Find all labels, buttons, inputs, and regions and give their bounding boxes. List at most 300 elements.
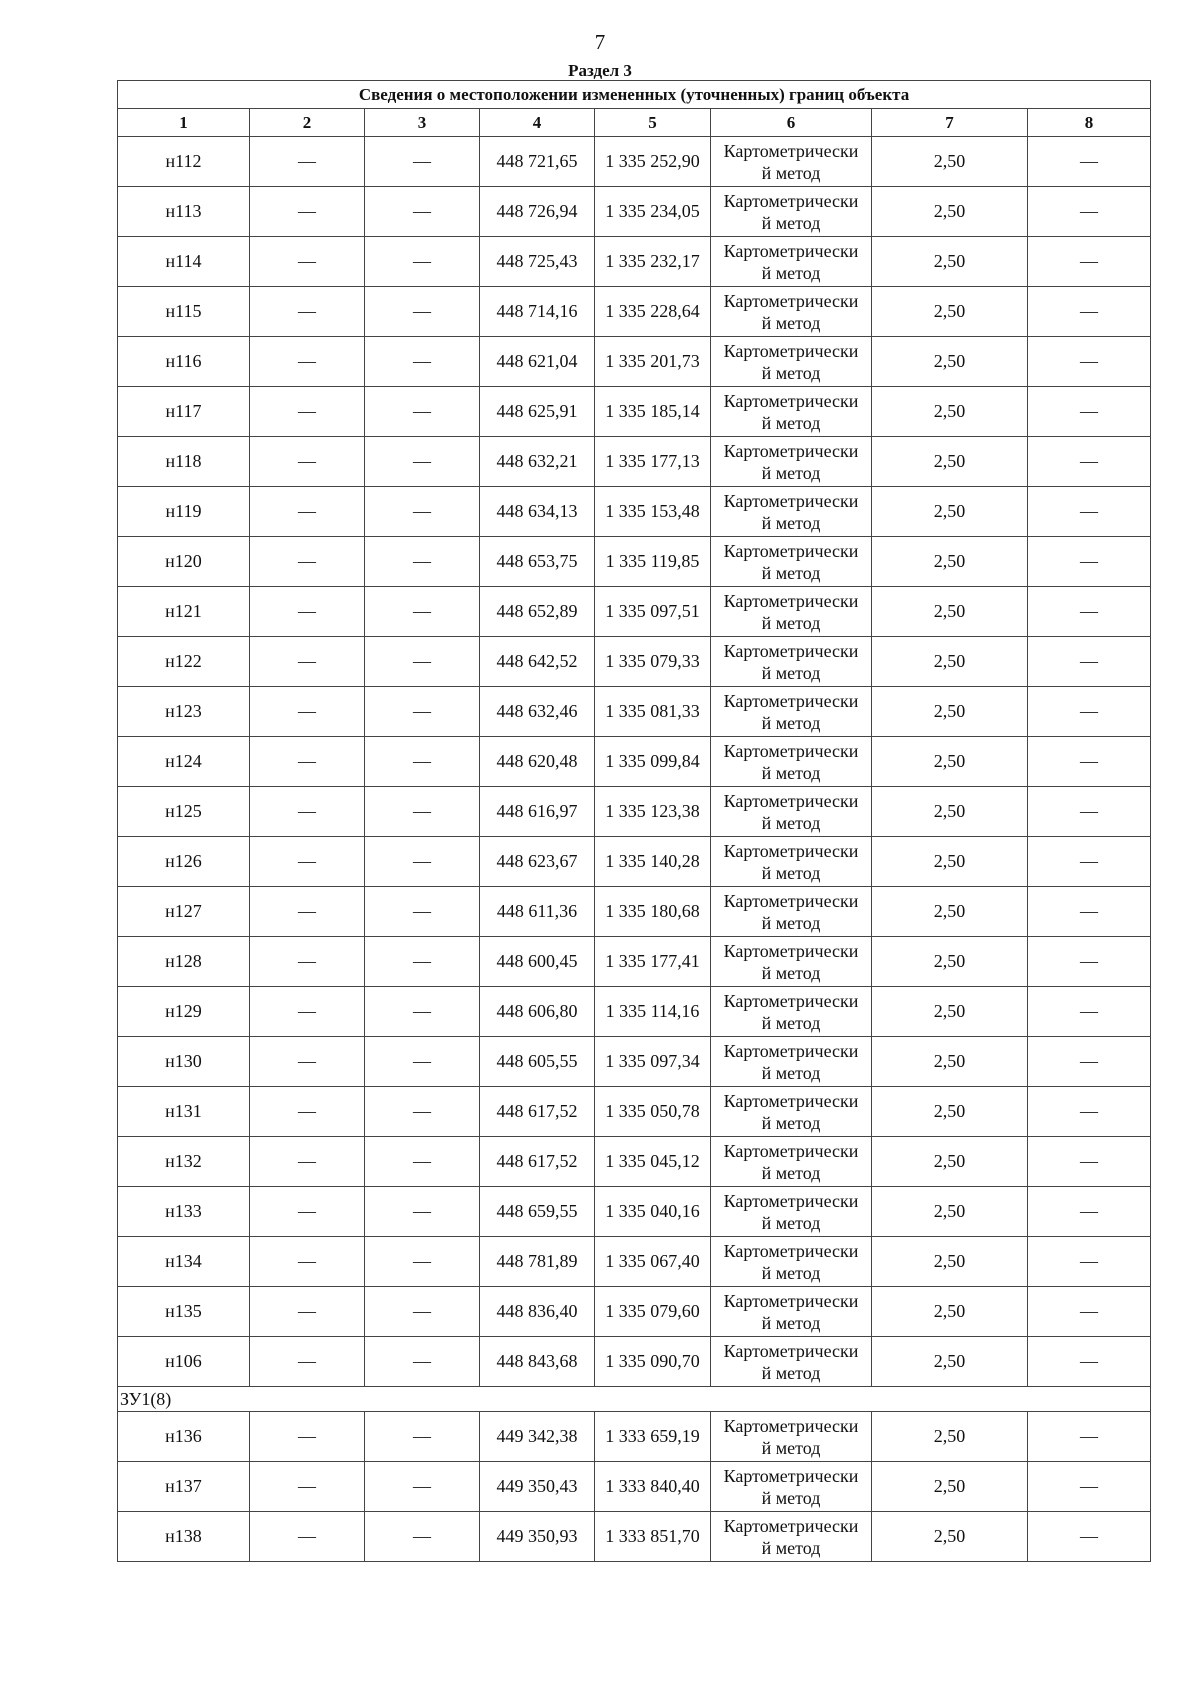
- col3-cell: —: [365, 987, 480, 1037]
- x-coordinate-cell: 449 350,93: [480, 1512, 595, 1562]
- col2-cell: —: [250, 387, 365, 437]
- y-coordinate-cell: 1 335 079,33: [595, 637, 711, 687]
- table-row: [118, 1512, 1151, 1562]
- y-coordinate-cell: 1 335 090,70: [595, 1337, 711, 1387]
- col2-cell: —: [250, 437, 365, 487]
- accuracy-cell: 2,50: [872, 1237, 1028, 1287]
- col8-cell: —: [1028, 787, 1151, 837]
- x-coordinate-cell: 448 726,94: [480, 187, 595, 237]
- method-text-line1: Картометрически: [723, 1515, 859, 1536]
- col3-cell: —: [365, 1187, 480, 1237]
- accuracy-cell: 2,50: [872, 437, 1028, 487]
- method-text-line1: Картометрически: [723, 940, 859, 961]
- col2-cell: —: [250, 1287, 365, 1337]
- col2-cell: —: [250, 587, 365, 637]
- col2-cell: —: [250, 287, 365, 337]
- y-coordinate-cell: 1 335 252,90: [595, 137, 711, 187]
- method-cell: [711, 1412, 872, 1462]
- col3-cell: —: [365, 687, 480, 737]
- table-row: [118, 137, 1151, 187]
- table-row: [118, 487, 1151, 537]
- x-coordinate-cell: 449 342,38: [480, 1412, 595, 1462]
- y-coordinate-cell: 1 335 234,05: [595, 187, 711, 237]
- table-row: [118, 987, 1151, 1037]
- point-id-cell: н125: [118, 787, 250, 837]
- method-text-line1: Картометрически: [723, 190, 859, 211]
- point-id-cell: н126: [118, 837, 250, 887]
- y-coordinate-cell: 1 335 140,28: [595, 837, 711, 887]
- method-text-line1: Картометрически: [723, 1140, 859, 1161]
- y-coordinate-cell: 1 335 097,51: [595, 587, 711, 637]
- col2-cell: —: [250, 1412, 365, 1462]
- col2-cell: —: [250, 1187, 365, 1237]
- col3-cell: —: [365, 1037, 480, 1087]
- table-row: [118, 637, 1151, 687]
- y-coordinate-cell: 1 335 045,12: [595, 1137, 711, 1187]
- x-coordinate-cell: 448 721,65: [480, 137, 595, 187]
- point-id-cell: н135: [118, 1287, 250, 1337]
- x-coordinate-cell: 448 600,45: [480, 937, 595, 987]
- accuracy-cell: 2,50: [872, 237, 1028, 287]
- x-coordinate-cell: 448 652,89: [480, 587, 595, 637]
- col8-cell: —: [1028, 1287, 1151, 1337]
- accuracy-cell: 2,50: [872, 187, 1028, 237]
- table-row: [118, 1037, 1151, 1087]
- method-cell: [711, 537, 872, 587]
- table-row: [118, 1237, 1151, 1287]
- col8-cell: —: [1028, 387, 1151, 437]
- x-coordinate-cell: 448 617,52: [480, 1137, 595, 1187]
- col3-cell: —: [365, 437, 480, 487]
- method-cell: [711, 187, 872, 237]
- method-cell: [711, 1187, 872, 1237]
- method-text-line1: Картометрически: [723, 140, 859, 161]
- method-text-line1: Картометрически: [723, 1465, 859, 1486]
- method-text-line2: й метод: [761, 1262, 821, 1283]
- column-header: 1: [118, 109, 250, 137]
- col2-cell: —: [250, 837, 365, 887]
- col2-cell: —: [250, 987, 365, 1037]
- method-cell: [711, 1337, 872, 1387]
- method-text-line2: й метод: [761, 1062, 821, 1083]
- col8-cell: —: [1028, 437, 1151, 487]
- y-coordinate-cell: 1 335 201,73: [595, 337, 711, 387]
- method-cell: [711, 1462, 872, 1512]
- x-coordinate-cell: 448 843,68: [480, 1337, 595, 1387]
- col8-cell: —: [1028, 1137, 1151, 1187]
- col2-cell: —: [250, 1462, 365, 1512]
- y-coordinate-cell: 1 335 119,85: [595, 537, 711, 587]
- table-row: [118, 687, 1151, 737]
- x-coordinate-cell: 448 611,36: [480, 887, 595, 937]
- col3-cell: —: [365, 887, 480, 937]
- x-coordinate-cell: 448 836,40: [480, 1287, 595, 1337]
- method-cell: [711, 387, 872, 437]
- column-header: 6: [711, 109, 872, 137]
- table-row: [118, 1337, 1151, 1387]
- y-coordinate-cell: 1 335 153,48: [595, 487, 711, 537]
- method-text-line2: й метод: [761, 612, 821, 633]
- accuracy-cell: 2,50: [872, 1512, 1028, 1562]
- table-row: [118, 1187, 1151, 1237]
- method-text-line1: Картометрически: [723, 1340, 859, 1361]
- col8-cell: —: [1028, 587, 1151, 637]
- column-header: 5: [595, 109, 711, 137]
- col2-cell: —: [250, 137, 365, 187]
- method-text-line2: й метод: [761, 162, 821, 183]
- method-cell: [711, 737, 872, 787]
- col3-cell: —: [365, 1412, 480, 1462]
- col2-cell: —: [250, 337, 365, 387]
- table-row: [118, 737, 1151, 787]
- accuracy-cell: 2,50: [872, 937, 1028, 987]
- method-text-line2: й метод: [761, 962, 821, 983]
- method-text-line2: й метод: [761, 1212, 821, 1233]
- method-text-line1: Картометрически: [723, 1415, 859, 1436]
- col2-cell: —: [250, 1087, 365, 1137]
- col3-cell: —: [365, 737, 480, 787]
- point-id-cell: н129: [118, 987, 250, 1037]
- method-text-line1: Картометрически: [723, 390, 859, 411]
- col3-cell: —: [365, 287, 480, 337]
- col8-cell: —: [1028, 287, 1151, 337]
- col8-cell: —: [1028, 487, 1151, 537]
- table-row: [118, 1287, 1151, 1337]
- col3-cell: —: [365, 337, 480, 387]
- col2-cell: —: [250, 1037, 365, 1087]
- method-cell: [711, 887, 872, 937]
- method-text-line1: Картометрически: [723, 1290, 859, 1311]
- accuracy-cell: 2,50: [872, 687, 1028, 737]
- accuracy-cell: 2,50: [872, 887, 1028, 937]
- col3-cell: —: [365, 587, 480, 637]
- col2-cell: —: [250, 1512, 365, 1562]
- x-coordinate-cell: 448 616,97: [480, 787, 595, 837]
- accuracy-cell: 2,50: [872, 287, 1028, 337]
- col3-cell: —: [365, 937, 480, 987]
- x-coordinate-cell: 449 350,43: [480, 1462, 595, 1512]
- method-cell: [711, 987, 872, 1037]
- col2-cell: —: [250, 1137, 365, 1187]
- table-row: [118, 1462, 1151, 1512]
- col3-cell: —: [365, 487, 480, 537]
- y-coordinate-cell: 1 335 097,34: [595, 1037, 711, 1087]
- table-row: [118, 287, 1151, 337]
- x-coordinate-cell: 448 659,55: [480, 1187, 595, 1237]
- col8-cell: —: [1028, 1087, 1151, 1137]
- group-label-row: [118, 1387, 1151, 1412]
- y-coordinate-cell: 1 335 081,33: [595, 687, 711, 737]
- table-row: [118, 787, 1151, 837]
- col8-cell: —: [1028, 237, 1151, 287]
- col3-cell: —: [365, 187, 480, 237]
- method-text-line2: й метод: [761, 1112, 821, 1133]
- method-text-line2: й метод: [761, 262, 821, 283]
- col8-cell: —: [1028, 937, 1151, 987]
- method-text-line1: Картометрически: [723, 990, 859, 1011]
- method-cell: [711, 637, 872, 687]
- col8-cell: —: [1028, 987, 1151, 1037]
- method-text-line2: й метод: [761, 462, 821, 483]
- accuracy-cell: 2,50: [872, 487, 1028, 537]
- table-row: [118, 1412, 1151, 1462]
- x-coordinate-cell: 448 634,13: [480, 487, 595, 537]
- method-cell: [711, 137, 872, 187]
- page-number: 7: [594, 30, 606, 54]
- method-text-line1: Картометрически: [723, 690, 859, 711]
- method-text-line2: й метод: [761, 362, 821, 383]
- x-coordinate-cell: 448 653,75: [480, 537, 595, 587]
- point-id-cell: н137: [118, 1462, 250, 1512]
- method-cell: [711, 1512, 872, 1562]
- y-coordinate-cell: 1 335 228,64: [595, 287, 711, 337]
- method-text-line1: Картометрически: [723, 490, 859, 511]
- col2-cell: —: [250, 187, 365, 237]
- col3-cell: —: [365, 387, 480, 437]
- method-text-line1: Картометрически: [723, 340, 859, 361]
- x-coordinate-cell: 448 781,89: [480, 1237, 595, 1287]
- method-cell: [711, 487, 872, 537]
- col8-cell: —: [1028, 187, 1151, 237]
- column-header: 4: [480, 109, 595, 137]
- method-cell: [711, 937, 872, 987]
- col3-cell: —: [365, 237, 480, 287]
- column-header-row: [118, 109, 1151, 137]
- table-row: [118, 387, 1151, 437]
- y-coordinate-cell: 1 335 180,68: [595, 887, 711, 937]
- method-text-line2: й метод: [761, 1312, 821, 1333]
- method-cell: [711, 1237, 872, 1287]
- point-id-cell: н112: [118, 137, 250, 187]
- col8-cell: —: [1028, 1412, 1151, 1462]
- point-id-cell: н138: [118, 1512, 250, 1562]
- method-text-line2: й метод: [761, 1537, 821, 1558]
- method-text-line1: Картометрически: [723, 1040, 859, 1061]
- x-coordinate-cell: 448 714,16: [480, 287, 595, 337]
- method-text-line1: Картометрически: [723, 740, 859, 761]
- point-id-cell: н117: [118, 387, 250, 437]
- point-id-cell: н106: [118, 1337, 250, 1387]
- col2-cell: —: [250, 937, 365, 987]
- method-text-line2: й метод: [761, 1487, 821, 1508]
- x-coordinate-cell: 448 632,21: [480, 437, 595, 487]
- col3-cell: —: [365, 1462, 480, 1512]
- accuracy-cell: 2,50: [872, 737, 1028, 787]
- table-row: [118, 187, 1151, 237]
- method-text-line1: Картометрически: [723, 590, 859, 611]
- x-coordinate-cell: 448 621,04: [480, 337, 595, 387]
- accuracy-cell: 2,50: [872, 337, 1028, 387]
- x-coordinate-cell: 448 725,43: [480, 237, 595, 287]
- accuracy-cell: 2,50: [872, 1287, 1028, 1337]
- y-coordinate-cell: 1 333 659,19: [595, 1412, 711, 1462]
- point-id-cell: н132: [118, 1137, 250, 1187]
- method-text-line1: Картометрически: [723, 1090, 859, 1111]
- col8-cell: —: [1028, 1037, 1151, 1087]
- method-cell: [711, 1087, 872, 1137]
- y-coordinate-cell: 1 333 840,40: [595, 1462, 711, 1512]
- point-id-cell: н116: [118, 337, 250, 387]
- col8-cell: —: [1028, 1512, 1151, 1562]
- col8-cell: —: [1028, 537, 1151, 587]
- method-cell: [711, 1287, 872, 1337]
- point-id-cell: н115: [118, 287, 250, 337]
- col8-cell: —: [1028, 837, 1151, 887]
- method-cell: [711, 337, 872, 387]
- accuracy-cell: 2,50: [872, 587, 1028, 637]
- table-row: [118, 587, 1151, 637]
- method-cell: [711, 787, 872, 837]
- col8-cell: —: [1028, 1337, 1151, 1387]
- col8-cell: —: [1028, 637, 1151, 687]
- point-id-cell: н124: [118, 737, 250, 787]
- point-id-cell: н130: [118, 1037, 250, 1087]
- col2-cell: —: [250, 887, 365, 937]
- col3-cell: —: [365, 1087, 480, 1137]
- col2-cell: —: [250, 737, 365, 787]
- col3-cell: —: [365, 637, 480, 687]
- table-row: [118, 887, 1151, 937]
- table-row: [118, 337, 1151, 387]
- point-id-cell: н122: [118, 637, 250, 687]
- y-coordinate-cell: 1 335 177,13: [595, 437, 711, 487]
- y-coordinate-cell: 1 333 851,70: [595, 1512, 711, 1562]
- method-cell: [711, 237, 872, 287]
- col3-cell: —: [365, 1137, 480, 1187]
- y-coordinate-cell: 1 335 067,40: [595, 1237, 711, 1287]
- point-id-cell: н120: [118, 537, 250, 587]
- method-text-line1: Картометрически: [723, 1190, 859, 1211]
- method-text-line2: й метод: [761, 1437, 821, 1458]
- method-text-line2: й метод: [761, 212, 821, 233]
- method-text-line2: й метод: [761, 662, 821, 683]
- accuracy-cell: 2,50: [872, 387, 1028, 437]
- x-coordinate-cell: 448 632,46: [480, 687, 595, 737]
- col3-cell: —: [365, 1237, 480, 1287]
- method-cell: [711, 687, 872, 737]
- point-id-cell: н114: [118, 237, 250, 287]
- y-coordinate-cell: 1 335 185,14: [595, 387, 711, 437]
- y-coordinate-cell: 1 335 232,17: [595, 237, 711, 287]
- column-header: 3: [365, 109, 480, 137]
- method-text-line2: й метод: [761, 312, 821, 333]
- point-id-cell: н119: [118, 487, 250, 537]
- col8-cell: —: [1028, 687, 1151, 737]
- method-text-line2: й метод: [761, 412, 821, 433]
- col3-cell: —: [365, 1337, 480, 1387]
- method-text-line1: Картометрически: [723, 890, 859, 911]
- accuracy-cell: 2,50: [872, 837, 1028, 887]
- table-row: [118, 1087, 1151, 1137]
- method-text-line2: й метод: [761, 1012, 821, 1033]
- point-id-cell: н131: [118, 1087, 250, 1137]
- method-text-line2: й метод: [761, 512, 821, 533]
- point-id-cell: н133: [118, 1187, 250, 1237]
- col8-cell: —: [1028, 887, 1151, 937]
- method-text-line1: Картометрически: [723, 290, 859, 311]
- method-text-line1: Картометрически: [723, 790, 859, 811]
- col8-cell: —: [1028, 1187, 1151, 1237]
- col3-cell: —: [365, 837, 480, 887]
- y-coordinate-cell: 1 335 079,60: [595, 1287, 711, 1337]
- x-coordinate-cell: 448 623,67: [480, 837, 595, 887]
- point-id-cell: н134: [118, 1237, 250, 1287]
- x-coordinate-cell: 448 642,52: [480, 637, 595, 687]
- point-id-cell: н127: [118, 887, 250, 937]
- point-id-cell: н123: [118, 687, 250, 737]
- accuracy-cell: 2,50: [872, 787, 1028, 837]
- accuracy-cell: 2,50: [872, 1337, 1028, 1387]
- method-text-line1: Картометрически: [723, 440, 859, 461]
- method-cell: [711, 1137, 872, 1187]
- method-cell: [711, 437, 872, 487]
- col8-cell: —: [1028, 1237, 1151, 1287]
- accuracy-cell: 2,50: [872, 137, 1028, 187]
- column-header: 2: [250, 109, 365, 137]
- point-id-cell: н121: [118, 587, 250, 637]
- col8-cell: —: [1028, 337, 1151, 387]
- method-text-line1: Картометрически: [723, 840, 859, 861]
- accuracy-cell: 2,50: [872, 1137, 1028, 1187]
- method-text-line1: Картометрически: [723, 640, 859, 661]
- table-caption: Сведения о местоположении измененных (уточненных) границ объекта: [118, 81, 1151, 109]
- accuracy-cell: 2,50: [872, 637, 1028, 687]
- col3-cell: —: [365, 137, 480, 187]
- col3-cell: —: [365, 1287, 480, 1337]
- x-coordinate-cell: 448 625,91: [480, 387, 595, 437]
- col8-cell: —: [1028, 1462, 1151, 1512]
- table-row: [118, 937, 1151, 987]
- y-coordinate-cell: 1 335 050,78: [595, 1087, 711, 1137]
- col2-cell: —: [250, 787, 365, 837]
- method-text-line2: й метод: [761, 1362, 821, 1383]
- accuracy-cell: 2,50: [872, 1187, 1028, 1237]
- group-label: ЗУ1(8): [118, 1387, 1151, 1412]
- col8-cell: —: [1028, 737, 1151, 787]
- x-coordinate-cell: 448 620,48: [480, 737, 595, 787]
- col3-cell: —: [365, 787, 480, 837]
- y-coordinate-cell: 1 335 123,38: [595, 787, 711, 837]
- boundary-coordinates-table: [117, 80, 1151, 1562]
- accuracy-cell: 2,50: [872, 1462, 1028, 1512]
- col8-cell: —: [1028, 137, 1151, 187]
- method-cell: [711, 587, 872, 637]
- column-header: 7: [872, 109, 1028, 137]
- col2-cell: —: [250, 1337, 365, 1387]
- accuracy-cell: 2,50: [872, 1037, 1028, 1087]
- method-cell: [711, 837, 872, 887]
- method-text-line1: Картометрически: [723, 240, 859, 261]
- point-id-cell: н118: [118, 437, 250, 487]
- method-text-line2: й метод: [761, 762, 821, 783]
- method-text-line2: й метод: [761, 912, 821, 933]
- accuracy-cell: 2,50: [872, 987, 1028, 1037]
- method-text-line1: Картометрически: [723, 1240, 859, 1261]
- method-text-line1: Картометрически: [723, 540, 859, 561]
- method-text-line2: й метод: [761, 1162, 821, 1183]
- col2-cell: —: [250, 637, 365, 687]
- method-cell: [711, 1037, 872, 1087]
- section-title: Раздел 3: [568, 61, 632, 80]
- col3-cell: —: [365, 537, 480, 587]
- table-row: [118, 837, 1151, 887]
- method-text-line2: й метод: [761, 812, 821, 833]
- table-row: [118, 1137, 1151, 1187]
- y-coordinate-cell: 1 335 114,16: [595, 987, 711, 1037]
- method-cell: [711, 287, 872, 337]
- accuracy-cell: 2,50: [872, 1087, 1028, 1137]
- x-coordinate-cell: 448 605,55: [480, 1037, 595, 1087]
